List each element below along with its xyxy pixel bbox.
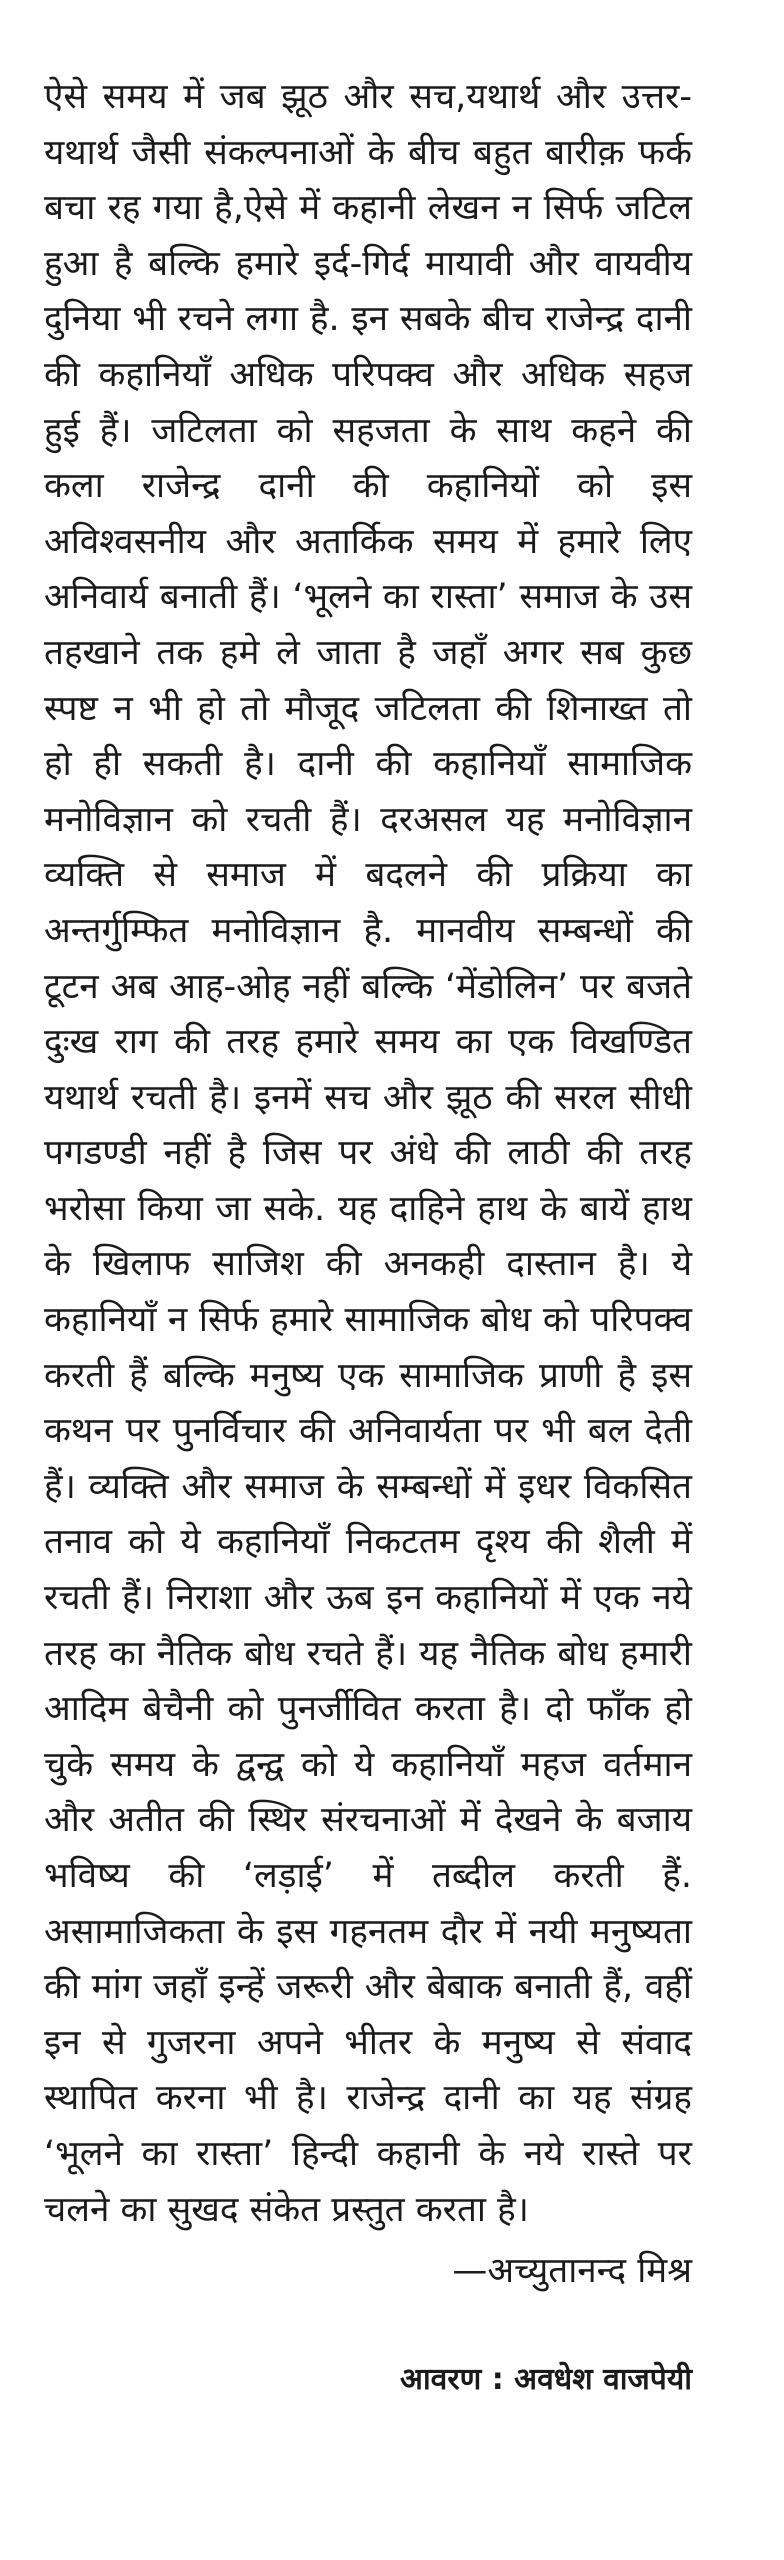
essay-text: ऐसे समय में जब झूठ और सच,यथार्थ और उत्तर-यथार्थ जैसी संकल्पनाओं के बीच बहुत बारीक़ फर्क बचा रह गया है,ऐसे में कहानी लेखन न सिर्फ जटिल हुआ है बल्कि हमारे इर्द-गिर्द मायावी और वायवीय दुनिया भी रचने लगा है. इन सबके बीच राजेन्द्र दानी की कहानियाँ अधिक परिपक्व और अधिक सहज हुई हैं। जटिलता को सहजता के साथ कहने की कला राजेन्द्र दानी की कहानियों को इस अविश्वसनीय और अतार्किक समय में हमारे लिए अनिवार्य बनाती हैं। ‘भूलने का रास्ता’ समाज के उस तहखाने तक हमे ले जाता है जहाँ अगर सब कुछ स्पष्ट न भी हो तो मौजूद जटिलता की शिनाख्त तो हो ही सकती है। दानी की कहानियाँ सामाजिक मनोविज्ञान को रचती हैं। दरअसल यह मनोविज्ञान व्यक्ति से समाज में बदलने की प्रक्रिया का अन्तर्गुम्फित मनोविज्ञान है. मानवीय सम्बन्धों की टूटन अब आह-ओह नहीं बल्कि ‘मेंडोलिन’ पर बजते दुःख राग की तरह हमारे समय का एक विखण्डित यथार्थ रचती है। इनमें सच और झूठ की सरल सीधी पगडण्डी नहीं है जिस पर अंधे की लाठी की तरह भरोसा किया जा सके. यह दाहिने हाथ के बायें हाथ के खिलाफ साजिश की अनकही दास्तान है। ये कहानियाँ न सिर्फ हमारे सामाजिक बोध को परिपक्व करती हैं बल्कि मनुष्य एक सामाजिक प्राणी है इस कथन पर पुनर्विचार की अनिवार्यता पर भी बल देती हैं। व्यक्ति और समाज के सम्बन्धों में इधर विकसित तनाव को ये कहानियाँ निकटतम दृश्य की शैली में रचती हैं। निराशा और ऊब इन कहानियों में एक नये तरह का नैतिक बोध रचते हैं। यह नैतिक बोध हमारी आदिम बेचैनी को पुनर्जीवित करता है। दो फाँक हो चुके समय के द्वन्द्व को ये कहानियाँ महज वर्तमान और अतीत की स्थिर संरचनाओं में देखने के बजाय भविष्य की ‘लड़ाई’ में तब्दील करती हैं. असामाजिकता के इस गहनतम दौर में नयी मनुष्यता की मांग जहाँ इन्हें जरूरी और बेबाक बनाती हैं, वहीं इन से गुजरना अपने भीतर के मनुष्य से संवाद स्थापित करना भी है। राजेन्द्र दानी का यह संग्रह ‘भूलने का रास्ता’ हिन्दी कहानी के नये रास्ते पर चलने का सुखद संकेत प्रस्तुत करता है। [44,77,692,2230]
cover-credit: आवरण : अवधेश वाजपेयी [400,2361,692,2397]
essay-signature: —अच्युतानन्द मिश्र [452,2251,692,2292]
